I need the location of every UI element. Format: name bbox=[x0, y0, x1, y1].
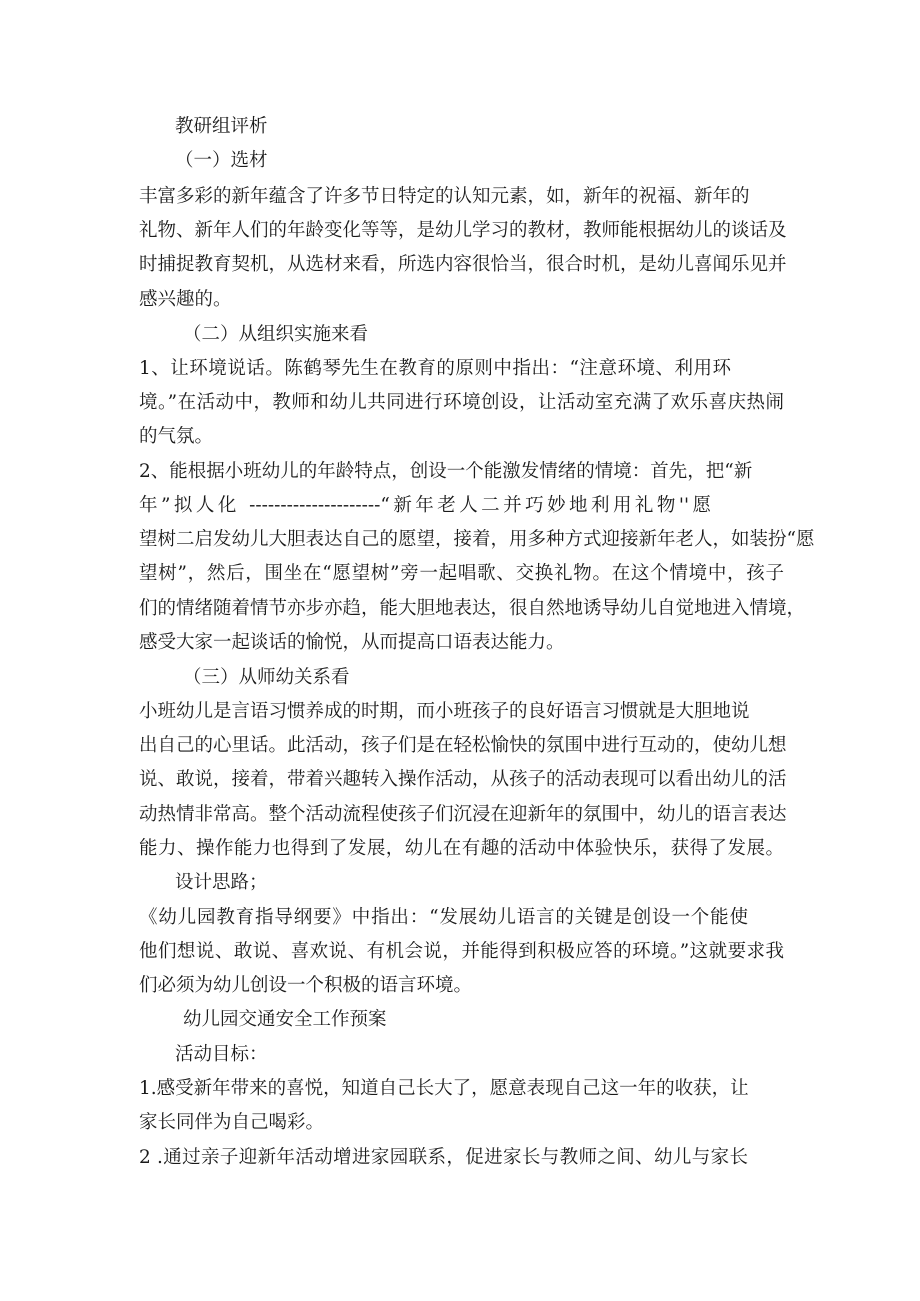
para-line: 2、能根据小班幼儿的年龄特点，创设一个能激发情绪的情境：首先，把“新 bbox=[139, 461, 753, 482]
heading-design: 设计思路； bbox=[175, 872, 268, 893]
heading-relationship: （三）从师幼关系看 bbox=[183, 667, 350, 688]
para-line: 能力、操作能力也得到了发展，幼儿在有趣的活动中体验快乐，获得了发展。 bbox=[139, 838, 784, 859]
heading-select: （一）选材 bbox=[175, 150, 268, 171]
para-line: 小班幼儿是言语习惯养成的时期，而小班孩子的良好语言习惯就是大胆地说 bbox=[139, 701, 750, 722]
para-line: 望树”，然后，围坐在“愿望树”旁一起唱歌、交换礼物。在这个情境中，孩子 bbox=[139, 563, 784, 584]
para-line: 出自己的心里话。此活动，孩子们是在轻松愉快的氛围中进行互动的，使幼儿想 bbox=[139, 735, 787, 756]
heading-organization: （二）从组织实施来看 bbox=[183, 324, 369, 345]
para-line: 年”拟人化 ---------------------“新年老人二并巧妙地利用礼物''愿 bbox=[139, 495, 711, 516]
para-line: 《幼儿园教育指导纲要》中指出：“发展幼儿语言的关键是创设一个能使 bbox=[139, 907, 748, 928]
para-line: 礼物、新年人们的年龄变化等等，是幼儿学习的教材，教师能根据幼儿的谈话及 bbox=[139, 220, 787, 241]
para-line: 感受大家一起谈话的愉悦，从而提高口语表达能力。 bbox=[139, 632, 565, 653]
para-line: 动热情非常高。整个活动流程使孩子们沉浸在迎新年的氛围中，幼儿的语言表达 bbox=[139, 804, 787, 825]
para-line: 家长同伴为自己喝彩。 bbox=[139, 1112, 325, 1133]
heading-plan: 幼儿园交通安全工作预案 bbox=[183, 1009, 387, 1030]
para-line: 1、让环境说话。陈鹤琴先生在教育的原则中指出：“注意环境、利用环 bbox=[139, 358, 731, 379]
para-line: 境。”在活动中，教师和幼儿共同进行环境创设，让活动室充满了欢乐喜庆热闹 bbox=[139, 392, 784, 413]
para-line: 时捕捉教育契机，从选材来看，所选内容很恰当，很合时机，是幼儿喜闻乐见并 bbox=[139, 254, 787, 275]
para-line: 1.感受新年带来的喜悦，知道自己长大了，愿意表现自己这一年的收获，让 bbox=[139, 1078, 749, 1099]
para-line: 们的情绪随着情节亦步亦趋，能大胆地表达，很自然地诱导幼儿自觉地进入情境， bbox=[139, 598, 806, 619]
para-line: 望树二启发幼儿大胆表达自己的愿望，接着，用多种方式迎接新年老人，如装扮“愿 bbox=[139, 529, 815, 550]
para-line: 们必须为幼儿创设一个积极的语言环境。 bbox=[139, 975, 473, 996]
para-line: 他们想说、敢说、喜欢说、有机会说，并能得到积极应答的环境。”这就要求我 bbox=[139, 941, 784, 962]
para-line: 丰富多彩的新年蕴含了许多节日特定的认知元素，如，新年的祝福、新年的 bbox=[139, 186, 750, 207]
heading-analysis: 教研组评析 bbox=[175, 116, 268, 137]
heading-goal: 活动目标： bbox=[175, 1044, 268, 1065]
para-line: 感兴趣的。 bbox=[139, 289, 232, 310]
para-line: 的气氛。 bbox=[139, 426, 214, 447]
para-line: 说、敢说，接着，带着兴趣转入操作活动，从孩子的活动表现可以看出幼儿的活 bbox=[139, 769, 787, 790]
para-line: 2 .通过亲子迎新年活动增进家园联系，促进家长与教师之间、幼儿与家长 bbox=[139, 1147, 748, 1168]
